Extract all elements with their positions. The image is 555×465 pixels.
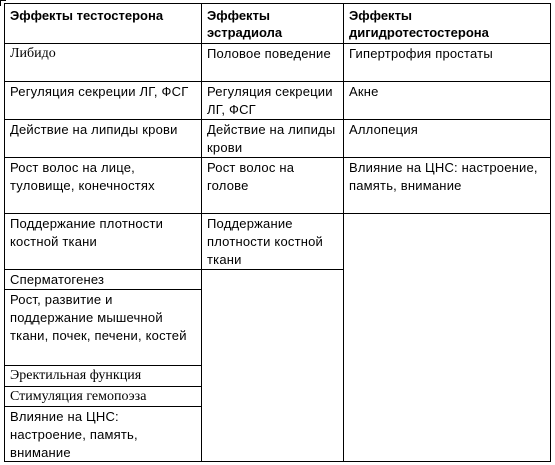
estradiol-effect: Поддержание плотности костной ткани: [202, 214, 343, 270]
testosterone-effect: Эректильная функция: [5, 366, 201, 387]
testosterone-effect: Влияние на ЦНС: настроение, память, внимание: [10, 409, 138, 460]
testosterone-effect: Поддержание плотности костной ткани: [5, 214, 201, 270]
dht-effect: Аллопеция: [344, 120, 550, 158]
estradiol-effect: Действие на липиды крови: [202, 120, 343, 158]
header-estradiol: Эффекты эстрадиола: [202, 4, 343, 44]
estradiol-effect: Рост волос на голове: [202, 158, 343, 214]
estradiol-column: [202, 4, 344, 461]
testosterone-effect: Рост волос на лице, туловище, конечностях: [5, 158, 201, 214]
header-testosterone: Эффекты тестостерона: [5, 4, 201, 44]
effects-table: [4, 3, 551, 462]
dht-effect: Гипертрофия простаты: [344, 44, 550, 82]
dht-effect: Влияние на ЦНС: настроение, память, внимание: [344, 158, 550, 214]
testosterone-effect: Стимуляция гемопоэза: [5, 387, 201, 407]
testosterone-effect: Рост, развитие и поддержание мышечной ткани, почек, печени, костей: [5, 290, 201, 366]
estradiol-effect: Половое поведение: [202, 44, 343, 82]
estradiol-effect: Регуляция секреции ЛГ, ФСГ: [202, 82, 343, 120]
testosterone-effect: Действие на липиды крови: [5, 120, 201, 158]
header-dht: Эффекты дигидротестостерона: [344, 4, 550, 44]
dht-column: [344, 4, 550, 461]
empty-cell: [344, 214, 550, 461]
dht-effect: Акне: [344, 82, 550, 120]
testosterone-effect: Либидо: [5, 44, 201, 82]
testosterone-column: [5, 4, 202, 461]
testosterone-effect: Регуляция секреции ЛГ, ФСГ: [5, 82, 201, 120]
empty-cell: [202, 270, 343, 461]
testosterone-effect: Сперматогенез: [5, 270, 201, 290]
